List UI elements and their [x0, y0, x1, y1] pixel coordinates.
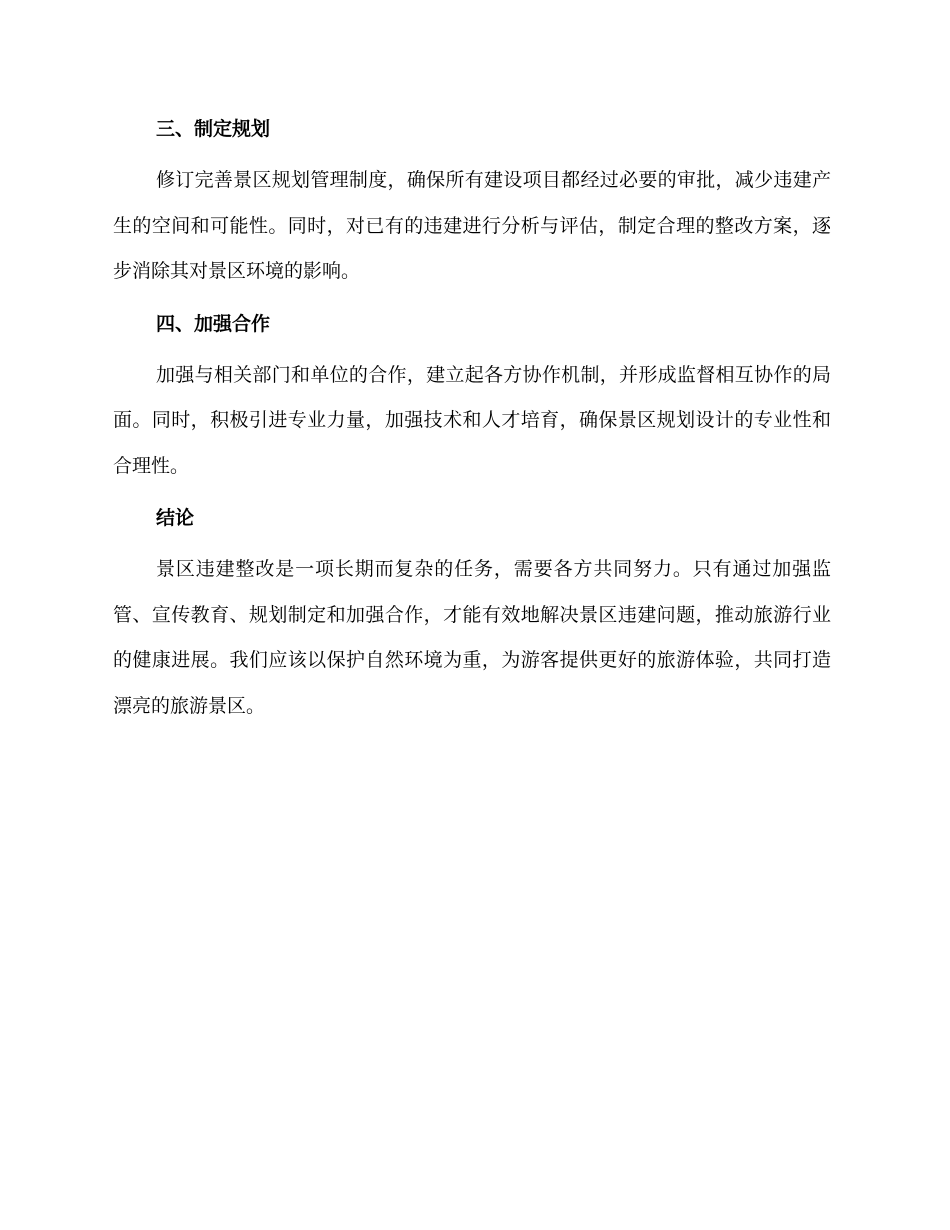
- document-content: [113, 112, 831, 741]
- section-heading-cooperation: 四、加强合作: [156, 312, 271, 335]
- section-heading-conclusion: 结论: [156, 507, 195, 529]
- section-body-cooperation: 加强与相关部门和单位的合作，建立起各方协作机制，并形成监督相互协作的局面。同时，积极引进专业力量，加强技术和人才培育，确保景区规划设计的专业性和合理性。: [113, 363, 831, 477]
- section-body-conclusion: 景区违建整改是一项长期而复杂的任务，需要各方共同努力。只有通过加强监管、宣传教育、规划制定和加强合作，才能有效地解决景区违建问题，推动旅游行业的健康进展。我们应该以保护自然环境为重，为游客提供更好的旅游体验，共同打造漂亮的旅游景区。: [113, 558, 831, 717]
- section-heading-planning: 三、制定规划: [156, 118, 271, 140]
- section-body-planning: 修订完善景区规划管理制度，确保所有建设项目都经过必要的审批，减少违建产生的空间和可能性。同时，对已有的违建进行分析与评估，制定合理的整改方案，逐步消除其对景区环境的影响。: [113, 169, 831, 282]
